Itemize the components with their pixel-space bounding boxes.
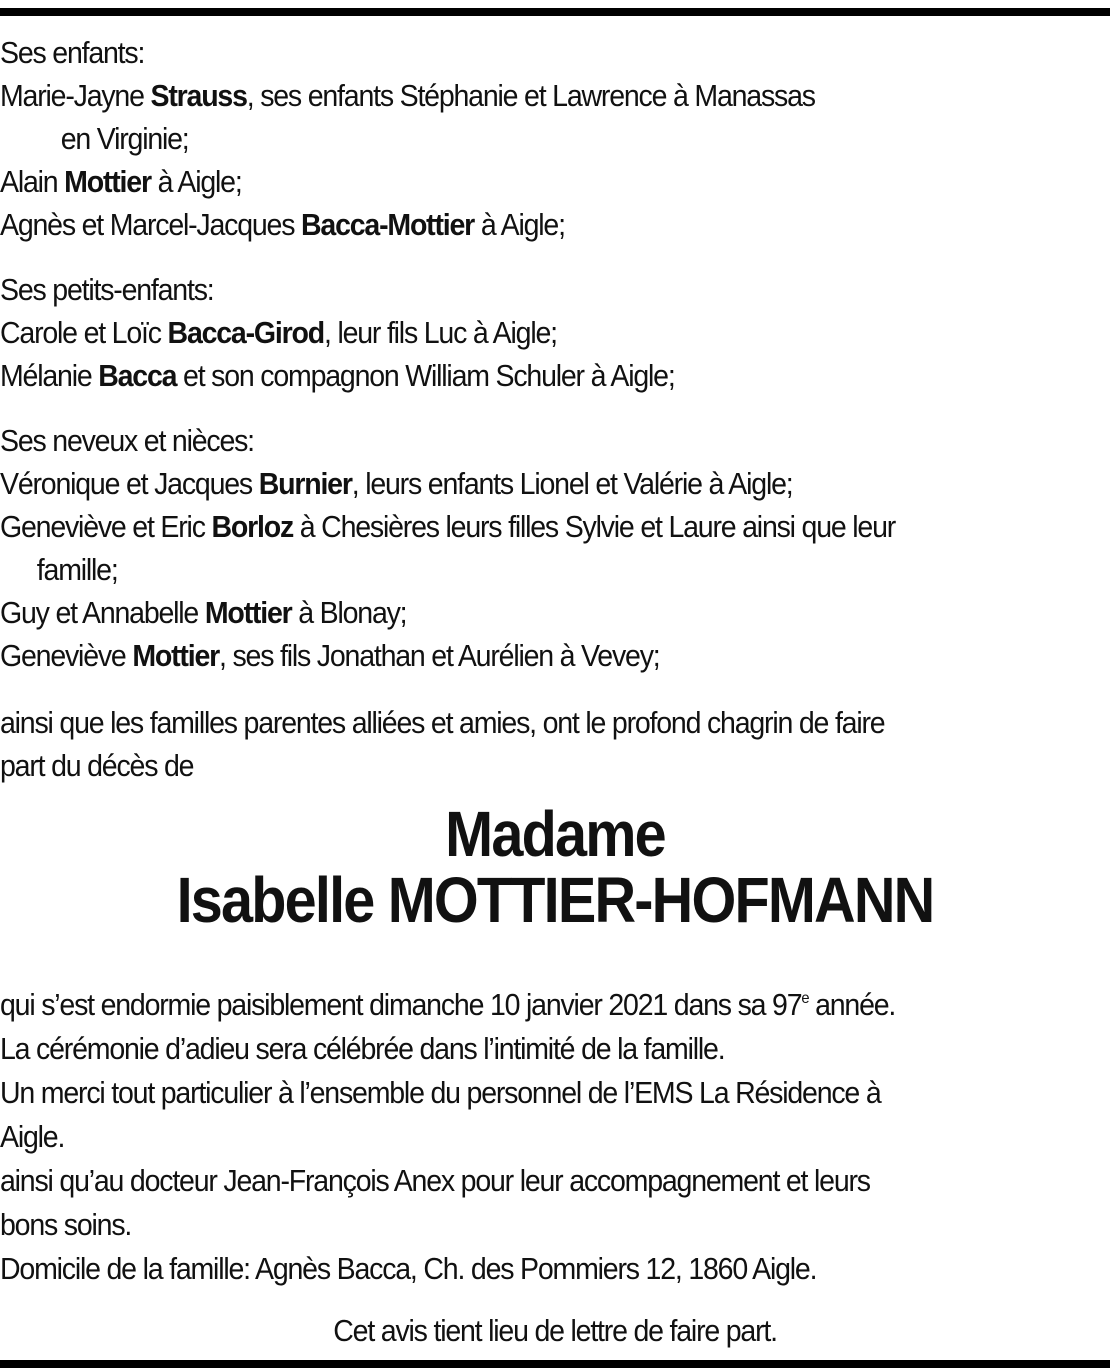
- list-item: Guy et Annabelle Mottier à Blonay;: [0, 595, 407, 630]
- list-item: Geneviève et Eric Borloz à Chesières leurs filles Sylvie et Laure ainsi que leur: [0, 509, 896, 544]
- section-gap: [0, 677, 1021, 701]
- grandchildren-heading: Ses petits-enfants:: [0, 272, 214, 307]
- closing-note: [0, 1309, 1110, 1353]
- death-notice: qui s’est endormie paisiblement dimanche 10 janvier 2021 dans sa 97e année.: [0, 987, 896, 1022]
- deceased-full-name: Isabelle MOTTIER-HOFMANN: [176, 864, 934, 936]
- family-list: [0, 31, 1021, 787]
- list-item: Geneviève Mottier, ses fils Jonathan et Aurélien à Vevey;: [0, 638, 660, 673]
- details: [0, 983, 1110, 1291]
- ceremony-text: La cérémonie d’adieu sera célébrée dans l’intimité de la famille.: [0, 1031, 725, 1066]
- closing-text: Cet avis tient lieu de lettre de faire part.: [333, 1313, 777, 1348]
- family-address: Domicile de la famille: Agnès Bacca, Ch. des Pommiers 12, 1860 Aigle.: [0, 1251, 817, 1286]
- bottom-rule: [0, 1360, 1110, 1368]
- list-item: Carole et Loïc Bacca-Girod, leur fils Luc à Aigle;: [0, 315, 557, 350]
- thanks-ems-line-2: Aigle.: [0, 1119, 65, 1154]
- section-gap: [0, 246, 1021, 268]
- thanks-doctor-line-1: ainsi qu’au docteur Jean-François Anex pour leur accompagnement et leurs: [0, 1163, 870, 1198]
- list-item: Mélanie Bacca et son compagnon William Schuler à Aigle;: [0, 358, 675, 393]
- children-heading: Ses enfants:: [0, 35, 145, 70]
- thanks-ems-line-1: Un merci tout particulier à l’ensemble du personnel de l’EMS La Résidence à: [0, 1075, 881, 1110]
- list-item-continuation: famille;: [36, 552, 118, 587]
- list-item-continuation: en Virginie;: [60, 121, 189, 156]
- announcement-line-1: ainsi que les familles parentes alliées et amies, ont le profond chagrin de faire: [0, 705, 885, 740]
- nephews-heading: Ses neveux et nièces:: [0, 423, 254, 458]
- deceased-title: Madame: [445, 798, 665, 870]
- announcement-line-2: part du décès de: [0, 748, 194, 783]
- list-item: Marie-Jayne Strauss, ses enfants Stéphanie et Lawrence à Manassas: [0, 78, 815, 113]
- list-item: Véronique et Jacques Burnier, leurs enfants Lionel et Valérie à Aigle;: [0, 466, 793, 501]
- section-gap: [0, 397, 1021, 419]
- list-item: Alain Mottier à Aigle;: [0, 164, 242, 199]
- thanks-doctor-line-2: bons soins.: [0, 1207, 132, 1242]
- list-item: Agnès et Marcel-Jacques Bacca-Mottier à Aigle;: [0, 207, 565, 242]
- deceased-name: [0, 798, 1110, 936]
- top-rule: [0, 8, 1110, 16]
